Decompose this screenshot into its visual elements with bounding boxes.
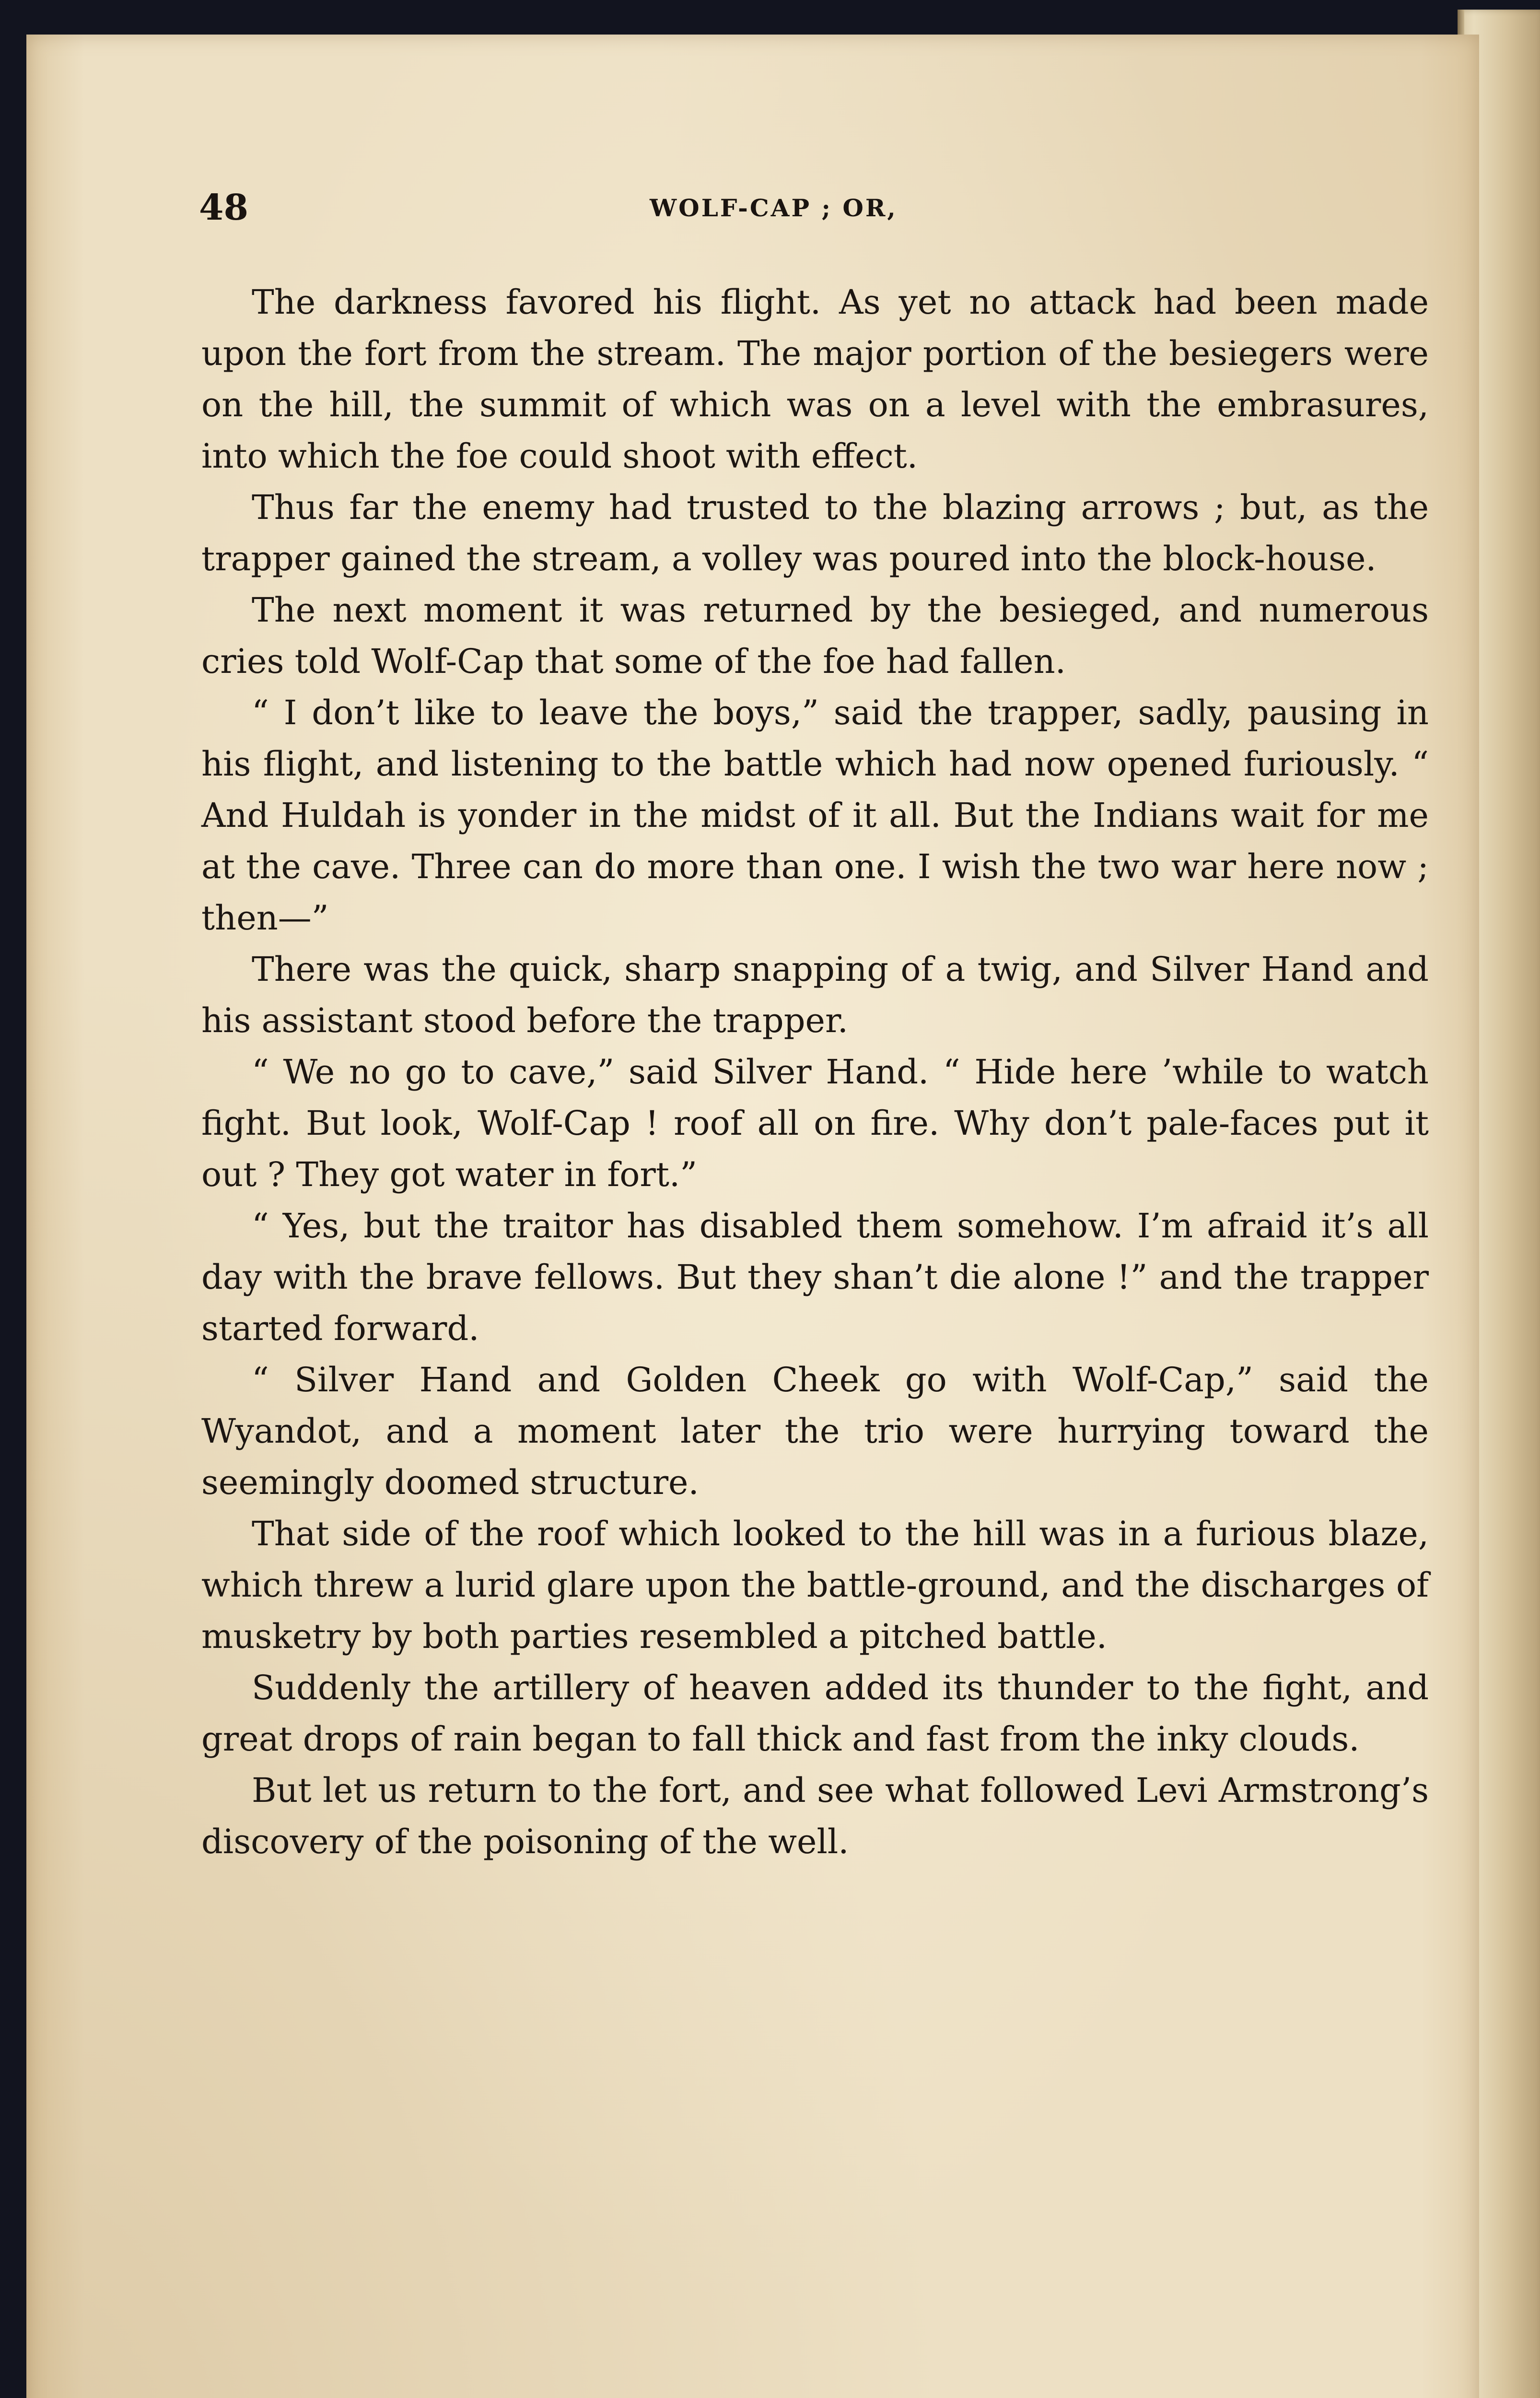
running-head: WOLF-CAP ; OR,	[650, 194, 898, 222]
paragraph: The darkness favored his flight. As yet no attack had been made upon the fort from the stream. The major portion of the besiegers were on the hill, the summit of which was on a level with the embrasures, into which the foe could shoot with effect.	[201, 282, 1429, 476]
paragraph: There was the quick, sharp snapping of a twig, and Silver Hand and his assistant stood before the trapper.	[201, 950, 1429, 1040]
paragraph: But let us return to the fort, and see what followed Levi Armstrong’s discovery of the poisoning of the well.	[201, 1771, 1429, 1861]
page-number: 48	[199, 187, 248, 228]
body-text	[201, 277, 1429, 1868]
paragraph: That side of the roof which looked to the hill was in a furious blaze, which threw a lurid glare upon the battle-ground, and the discharges of musketry by both parties resembled a pitched battle.	[201, 1514, 1429, 1656]
page-header	[26, 187, 1479, 235]
book-page	[26, 35, 1479, 2398]
paragraph: “ I don’t like to leave the boys,” said the trapper, sadly, pausing in his flight, and listening to the battle which had now opened furiously. “ And Huldah is yonder in the midst of it all. But the Indians wait for me at the cave. Three can do more than one. I wish the two war here now ; then—”	[201, 693, 1429, 938]
paragraph: The next moment it was returned by the besieged, and numerous cries told Wolf-Cap that some of the foe had fallen.	[201, 590, 1429, 681]
paragraph: Suddenly the artillery of heaven added its thunder to the fight, and great drops of rain began to fall thick and fast from the inky clouds.	[201, 1668, 1429, 1759]
paragraph: “ Yes, but the traitor has disabled them somehow. I’m afraid it’s all day with the brave fellows. But they shan’t die alone !” and the trapper started forward.	[201, 1206, 1429, 1348]
paragraph: Thus far the enemy had trusted to the blazing arrows ; but, as the trapper gained the stream, a volley was poured into the block-house.	[201, 488, 1429, 578]
paragraph: “ We no go to cave,” said Silver Hand. “ Hide here ’while to watch fight. But look, Wolf-Cap ! roof all on fire. Why don’t pale-faces put it out ? They got water in fort.”	[201, 1052, 1429, 1194]
paragraph: “ Silver Hand and Golden Cheek go with Wolf-Cap,” said the Wyandot, and a moment later the trio were hurrying toward the seemingly doomed structure.	[201, 1360, 1429, 1502]
